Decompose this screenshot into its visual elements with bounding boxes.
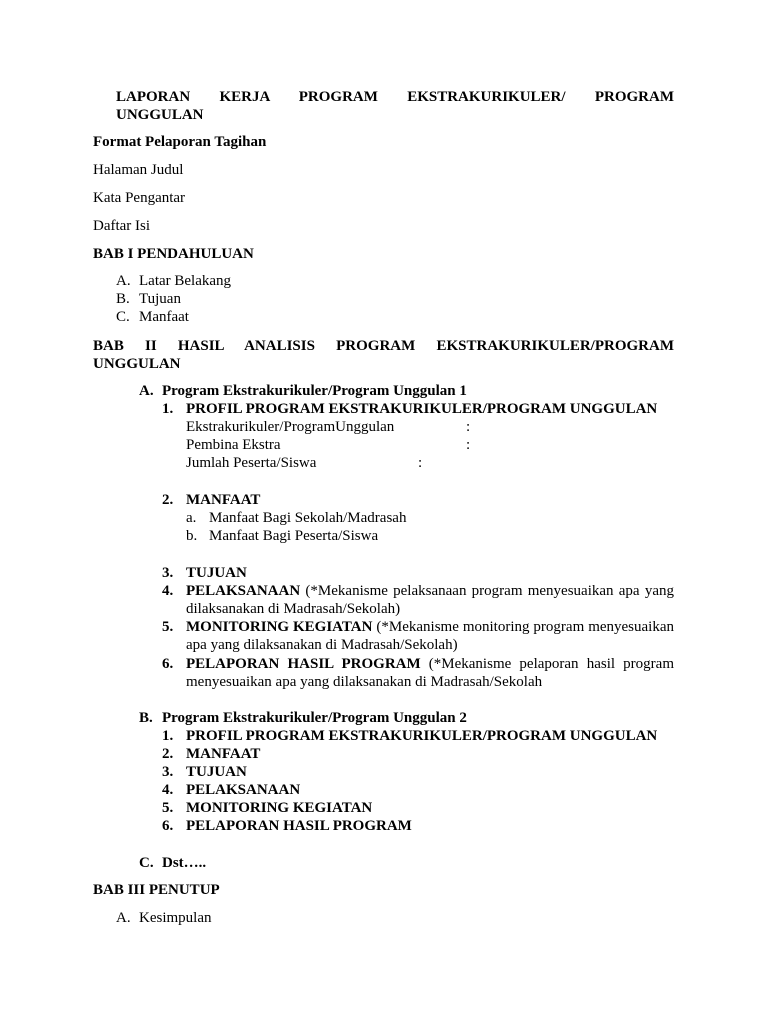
bab1-list — [93, 272, 674, 326]
bab2-heading — [93, 337, 674, 373]
section-a-item-2: 2. MANFAAT — [162, 492, 261, 508]
list-item: B. Tujuan — [116, 291, 181, 307]
section-a-item-6: 6. PELAPORAN HASIL PROGRAM (*Mekanisme pelaporan hasil program menyesuaikan apa yang dilaksanakan di Madrasah/Sekolah — [162, 656, 674, 690]
bab2-heading-line-1: BAB II HASIL ANALISIS PROGRAM EKSTRAKURIKULER/PROGRAM — [93, 338, 674, 354]
title-line-2: UNGGULAN — [116, 107, 204, 123]
section-a-item-3: 3. TUJUAN — [162, 565, 247, 581]
list-item: C. Manfaat — [116, 309, 189, 325]
list-item: 3. TUJUAN — [162, 764, 247, 780]
front-matter-kata-pengantar: Kata Pengantar — [93, 190, 186, 206]
list-item: b. Manfaat Bagi Peserta/Siswa — [186, 528, 379, 544]
title-line-1: LAPORAN KERJA PROGRAM EKSTRAKURIKULER/ PROGRAM — [116, 89, 674, 105]
section-a-item-4: 4. PELAKSANAAN (*Mekanisme pelaksanaan program menyesuaikan apa yang dilaksanakan di Madrasah/Sekolah) — [162, 583, 674, 617]
section-b-list — [93, 727, 674, 835]
list-item: 5. MONITORING KEGIATAN — [162, 800, 373, 816]
list-item: 6. PELAPORAN HASIL PROGRAM — [162, 818, 412, 834]
document-title — [116, 88, 674, 124]
section-b-title: B. Program Ekstrakurikuler/Program Unggulan 2 — [139, 710, 467, 726]
list-item: A. Latar Belakang — [116, 273, 232, 289]
front-matter-halaman-judul: Halaman Judul — [93, 162, 184, 178]
manfaat-list — [93, 509, 674, 545]
profile-field: Jumlah Peserta/Siswa : — [186, 455, 423, 471]
list-item: a. Manfaat Bagi Sekolah/Madrasah — [186, 510, 407, 526]
profile-fields — [93, 418, 674, 472]
list-item: A. Kesimpulan — [116, 910, 212, 926]
bab2-heading-line-2: UNGGULAN — [93, 356, 181, 372]
section-c-title: C. Dst….. — [139, 855, 207, 871]
bab3-list — [93, 909, 674, 927]
front-matter-daftar-isi: Daftar Isi — [93, 218, 151, 234]
list-item: 4. PELAKSANAAN — [162, 782, 301, 798]
profile-field: Ekstrakurikuler/ProgramUnggulan : — [186, 419, 471, 435]
bab1-heading: BAB I PENDAHULUAN — [93, 246, 254, 262]
section-a-item-1: 1. PROFIL PROGRAM EKSTRAKURIKULER/PROGRAM UNGGULAN — [162, 401, 658, 417]
section-a-item-5: 5. MONITORING KEGIATAN (*Mekanisme monitoring program menyesuaikan apa yang dilaksanakan di Madrasah/Sekolah) — [162, 619, 674, 653]
format-heading: Format Pelaporan Tagihan — [93, 134, 267, 150]
section-a-title: A. Program Ekstrakurikuler/Program Unggulan 1 — [139, 383, 467, 399]
bab3-heading: BAB III PENUTUP — [93, 882, 220, 898]
profile-field: Pembina Ekstra : — [186, 437, 471, 453]
list-item: 2. MANFAAT — [162, 746, 261, 762]
list-item: 1. PROFIL PROGRAM EKSTRAKURIKULER/PROGRAM UNGGULAN — [162, 728, 658, 744]
